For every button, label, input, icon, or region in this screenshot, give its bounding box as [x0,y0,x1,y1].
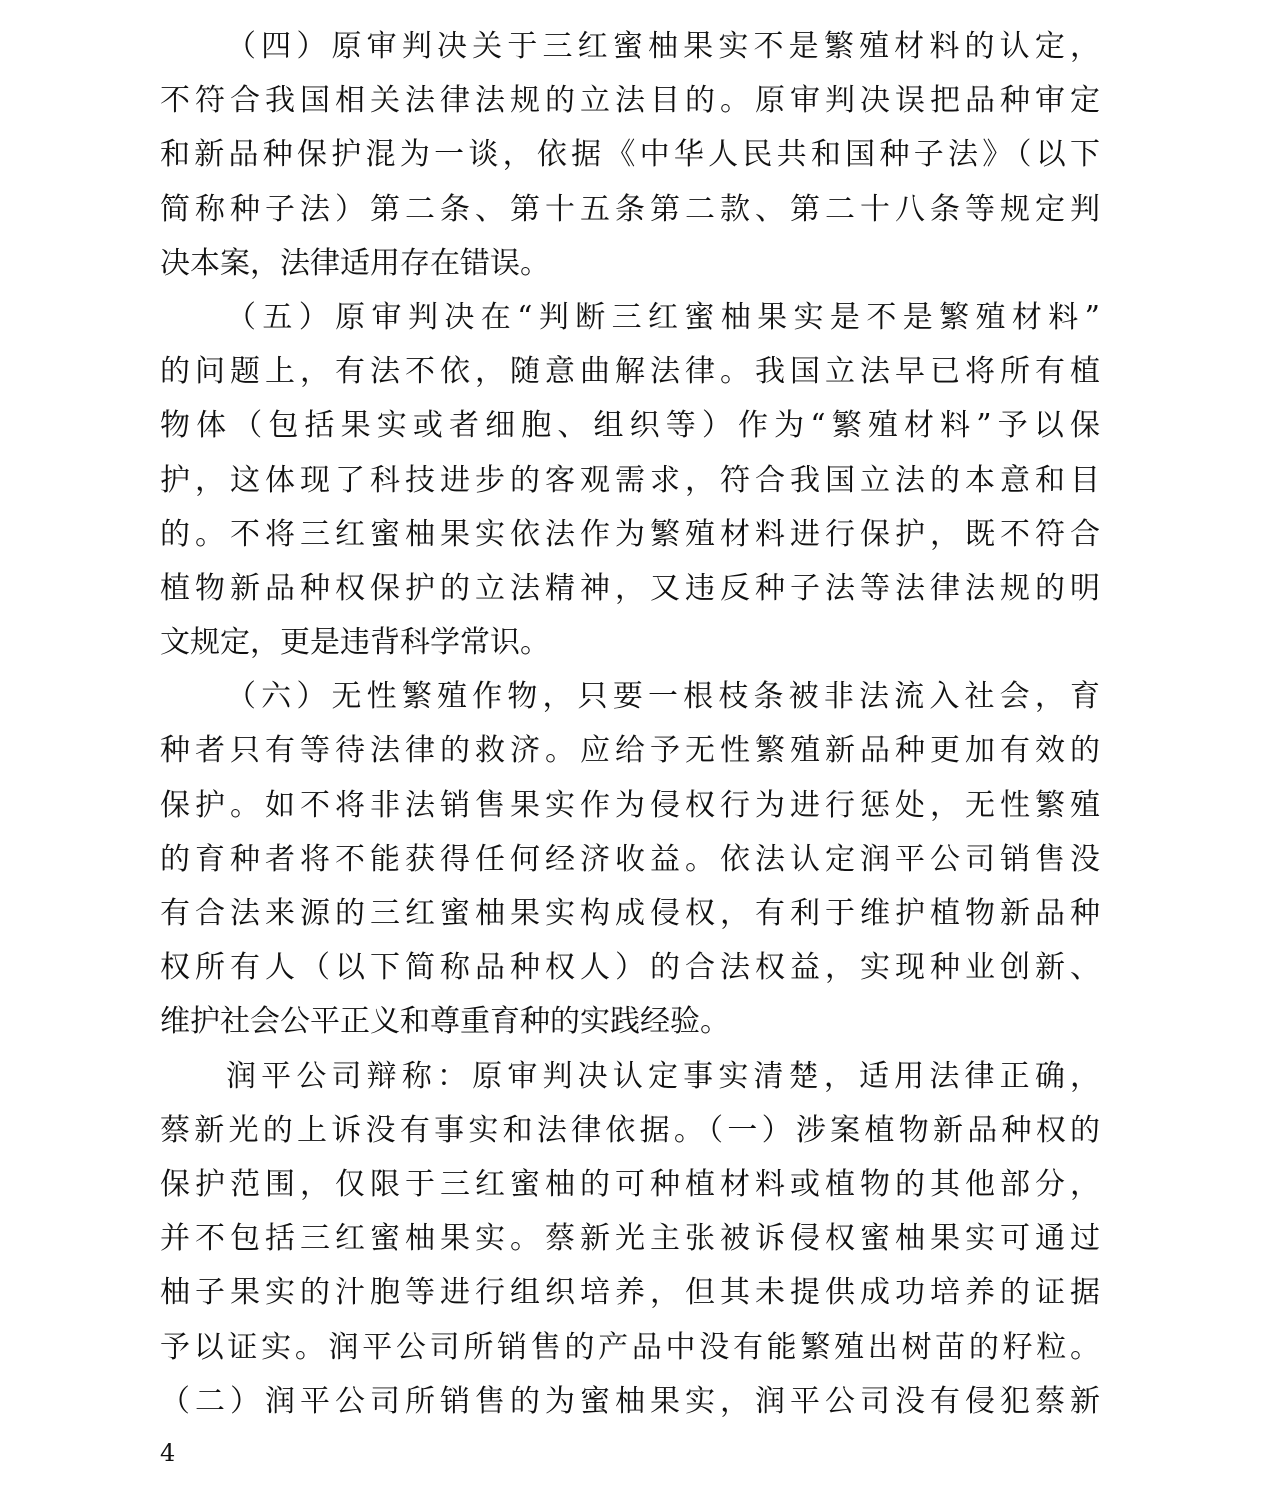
text-line: 简称种子法）第二条、第十五条第二款、第二十八条等规定判 [160,191,1100,227]
text-line: 的育种者将不能获得任何经济收益。依法认定润平公司销售没 [160,841,1100,877]
text-line: （二）润平公司所销售的为蜜柚果实，润平公司没有侵犯蔡新 [160,1383,1100,1419]
text-line: 的。不将三红蜜柚果实依法作为繁殖材料进行保护，既不符合 [160,516,1100,552]
text-line: 有合法来源的三红蜜柚果实构成侵权，有利于维护植物新品种 [160,896,1100,931]
text-line: 和新品种保护混为一谈，依据《中华人民共和国种子法》（以下 [160,137,1100,173]
text-line: 保护范围，仅限于三红蜜柚的可种植材料或植物的其他部分， [160,1166,1100,1202]
text-line: 维护社会公平正义和尊重育种的实践经验。 [160,1004,730,1040]
text-line: 保护。如不将非法销售果实作为侵权行为进行惩处，无性繁殖 [160,787,1100,823]
text-line: 的问题上，有法不依，随意曲解法律。我国立法早已将所有植 [160,354,1100,390]
text-line: 植物新品种权保护的立法精神，又违反种子法等法律法规的明 [160,570,1100,606]
page-number: 4 [160,1439,176,1467]
text-line: 种者只有等待法律的救济。应给予无性繁殖新品种更加有效的 [160,733,1100,769]
body-text [160,20,1100,1429]
text-line: 予以证实。润平公司所销售的产品中没有能繁殖出树苗的籽粒。 [160,1329,1100,1365]
text-line: 权所有人（以下简称品种权人）的合法权益，实现种业创新、 [160,950,1100,986]
text-line: 文规定，更是违背科学常识。 [160,625,550,661]
text-line: 决本案，法律适用存在错误。 [160,245,550,281]
text-line: （四）原审判决关于三红蜜柚果实不是繁殖材料的认定， [226,29,1100,64]
text-line: （五）原审判决在“判断三红蜜柚果实是不是繁殖材料” [226,299,1100,335]
text-line: 物体（包括果实或者细胞、组织等）作为“繁殖材料”予以保 [160,408,1100,444]
text-line: 不符合我国相关法律法规的立法目的。原审判决误把品种审定 [160,83,1100,119]
text-line: 并不包括三红蜜柚果实。蔡新光主张被诉侵权蜜柚果实可通过 [160,1221,1100,1257]
text-line: 蔡新光的上诉没有事实和法律依据。（一）涉案植物新品种权的 [160,1112,1100,1148]
text-line: 润平公司辩称：原审判决认定事实清楚，适用法律正确， [226,1058,1100,1094]
text-line: 护，这体现了科技进步的客观需求，符合我国立法的本意和目 [160,462,1100,498]
text-line: 柚子果实的汁胞等进行组织培养，但其未提供成功培养的证据 [160,1275,1100,1311]
text-line: （六）无性繁殖作物，只要一根枝条被非法流入社会，育 [226,679,1100,715]
